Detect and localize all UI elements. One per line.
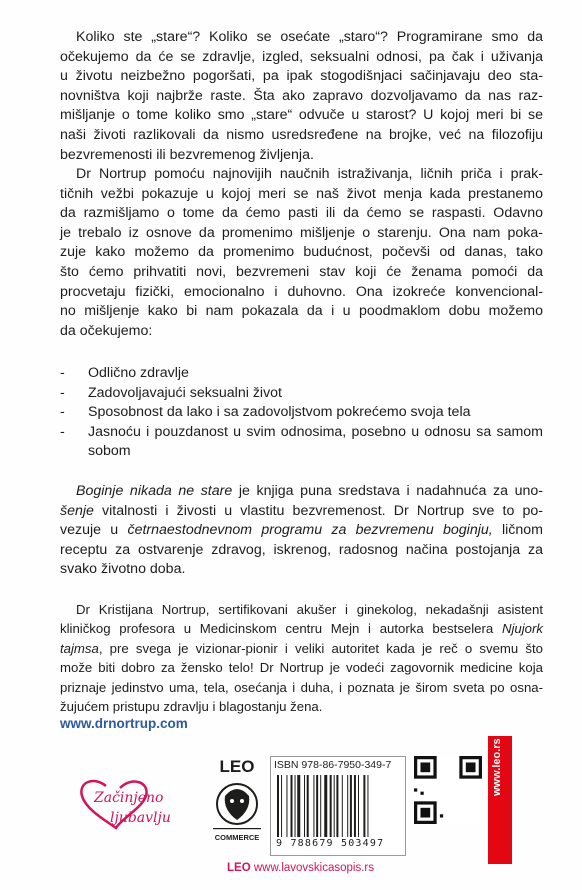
list-item: - Jasnoću i pouzdanost u svim odnosima, posebno u odnosu sa samom sobom [60,423,543,460]
text-line: Koliko ste „stare“? Koliko se osećate „staro“? Programirane smo da [76,29,543,45]
author-website-link[interactable]: www.drnortrup.com [60,716,188,731]
svg-text:Začinjeno: Začinjeno [94,790,164,806]
list-item: - Sposobnost da lako i sa zadovoljstvom pokrećemo svoja tela [60,404,471,421]
text-line: Boginje nikada ne stare je knjiga puna sredstava i nadahnuća za uno- [76,483,543,499]
text-line: da razmišljamo o tome da ćemo pasti ili da ćemo se raspasti. Odavno [60,205,543,222]
text-line: priznaje jedinstvo uma, tela, osećanja i duha, i poznata je širom sveta po osna- [60,679,543,695]
zacinjeno-ljubavlju-logo [76,778,176,830]
text-line: bezvremenosti ili bezvremenog življenja. [60,146,314,163]
text-line: naši životi razlikovali da nismo usredsređene na brojke, već na filozofiju [60,126,543,143]
text-line: procvetaju fizički, emocionalno i duhovno. Ona izokreće konvencional- [60,283,543,300]
text-line: zuje kako možemo da promenimo budućnost, počevši od danas, tako [60,244,543,261]
author-paragraph [60,600,543,716]
svg-text:COMMERCE: COMMERCE [214,833,260,842]
qr-code[interactable] [414,756,482,824]
side-url-label: www.leo.rs [491,738,503,796]
text-line: Dr Nortrup pomoću najnovijih naučnih istraživanja, ličnih priča i prak- [76,166,543,182]
book-paragraph [60,482,543,580]
text-line: svako životno doba. [60,561,186,578]
text-line: receptu za ostvarenje zdravog, iskrenog, radosnog načina postojanja za [60,541,543,558]
text-line: mišljanje o tome koliko smo „stare“ odvuče u starost? U kojoj meri bi se [60,107,543,124]
footer-url: www.lavovskicasopis.rs [253,862,374,874]
text-line: vezuje u četrnaestodnevnom programu za bezvremenu boginju, ličnom [60,522,543,539]
text-line: tičnih vežbi pokazuje u kojoj meri se naš život menja kada prestanemo [60,185,543,202]
benefits-list [60,364,543,462]
side-url-bar [488,736,512,864]
barcode-bars [276,775,398,837]
text-line: što ćemo prihvatiti novi, bezvremeni stav koji će ženama pomoći da [60,263,543,280]
text-line: žujućem pristupu zdravlju i blagostanju žena. [60,699,323,715]
svg-text:LEO: LEO [219,757,255,776]
text-line: šenje vitalnosti i živosti u vlastitu bezvremenost. Dr Nortrup sve to po- [60,502,543,519]
text-line: novništva koji najbrže raste. Šta ako zapravo dozvoljavamo da nas raz- [60,87,543,104]
text-line: očekujemo da će se zdravlje, izgled, seksualni odnosi, pa čak i uživanja [60,48,543,65]
barcode-number: 9 788679 503497 [276,838,385,849]
text-line: je trebalo iz osnove da promenimo mišljenje o starenju. Ona nam poka- [60,224,543,241]
isbn-label: ISBN 978-86-7950-349-7 [274,759,392,771]
text-line: no mišljenje kako bi nam pokazala da i u poodmaklom dobu možemo [60,303,543,320]
leo-commerce-logo [211,756,263,852]
text-line: da očekujemo: [60,322,153,339]
text-line: tajmsa, pre svega je vizionar-pionir i veliki autoritet kada je reč o svemu što [60,640,543,656]
intro-paragraph [60,28,543,165]
research-paragraph [60,165,543,341]
text-line: Dr Kristijana Nortrup, sertifikovani akušer i ginekolog, nekadašnji asistent [76,602,543,617]
svg-text:ljubavlju: ljubavlju [110,810,171,826]
list-item: - Zadovoljavajući seksualni život [60,384,282,401]
text-line: kliničkog profesora u Medicinskom centru Mejn i autorka bestselera Njujork [60,621,543,637]
footer-link[interactable] [227,862,374,874]
text-line: u životu neizbežno pogoršati, pa ipak stogodišnjaci sačinjavaju deo sta- [60,68,543,85]
text-line: može biti dobro za žensko telo! Dr Nortrup je vodeći zagovornik medicine koja [60,660,543,676]
list-item: - Odlično zdravlje [60,365,189,381]
footer-leo-brand: LEO [227,862,251,874]
